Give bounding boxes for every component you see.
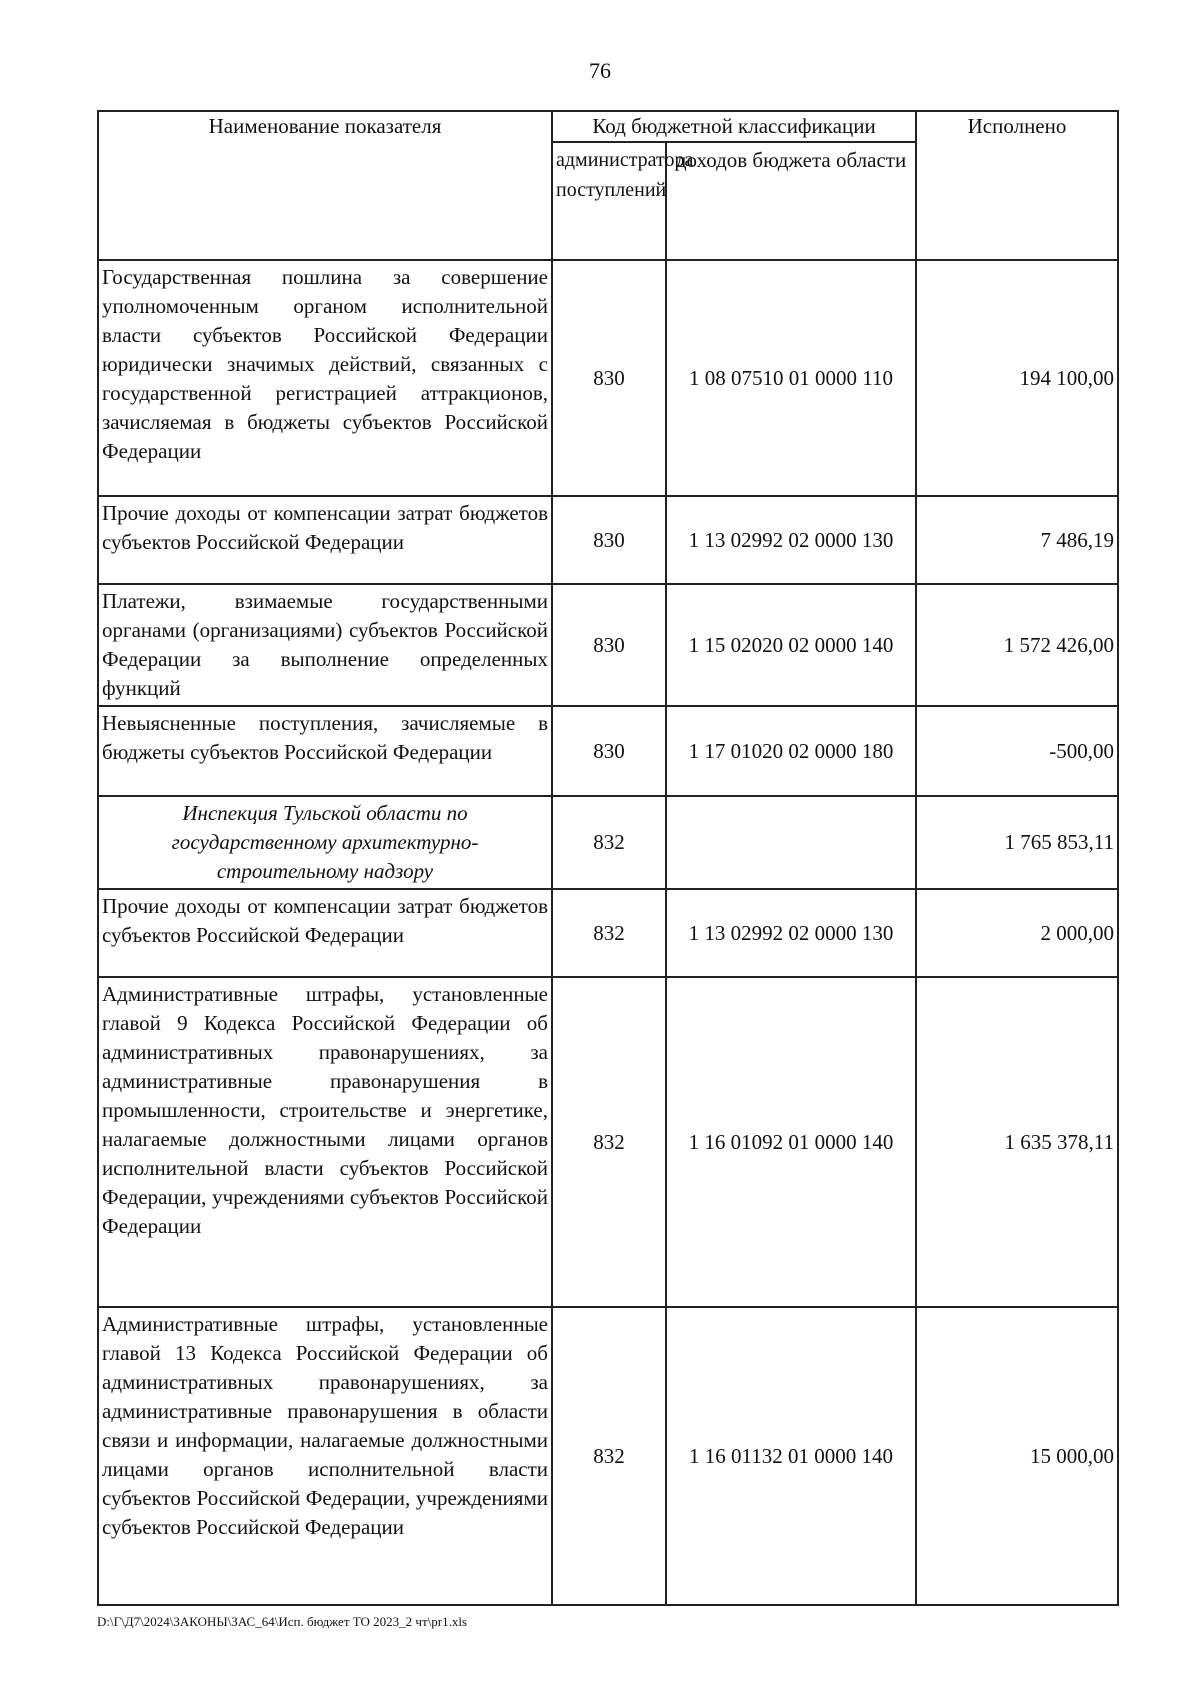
table-row bbox=[98, 889, 1118, 977]
header-income: доходов бюджета области bbox=[666, 142, 916, 260]
table-row-organization bbox=[98, 796, 1118, 889]
page-number: 76 bbox=[589, 58, 611, 83]
row-income-code: 1 16 01092 01 0000 140 bbox=[666, 977, 916, 1307]
row-income-code: 1 17 01020 02 0000 180 bbox=[666, 706, 916, 796]
row-sum: 15 000,00 bbox=[916, 1307, 1118, 1605]
row-admin-code: 832 bbox=[552, 977, 666, 1307]
row-name: Государственная пошлина за совершение уполномоченным органом исполнительной власти субъектов Российской Федерации юридически значимых действий, связанных с государственной регистрацией аттракционов, зачисляемая в бюджеты субъектов Российской Федерации bbox=[98, 260, 552, 496]
row-sum: 1 765 853,11 bbox=[916, 796, 1118, 889]
row-income-code bbox=[666, 796, 916, 889]
row-sum: 1 572 426,00 bbox=[916, 584, 1118, 706]
header-name: Наименование показателя bbox=[98, 111, 552, 260]
row-admin-code: 832 bbox=[552, 796, 666, 889]
row-name: Платежи, взимаемые государственными органами (организациями) субъектов Российской Федерации за выполнение определенных функций bbox=[98, 584, 552, 706]
table-header-row bbox=[98, 111, 1118, 142]
row-income-code: 1 13 02992 02 0000 130 bbox=[666, 496, 916, 584]
row-sum: 7 486,19 bbox=[916, 496, 1118, 584]
table-row bbox=[98, 496, 1118, 584]
row-sum: 2 000,00 bbox=[916, 889, 1118, 977]
row-name: Административные штрафы, установленные главой 9 Кодекса Российской Федерации об административных правонарушениях, за административные правонарушения в промышленности, строительстве и энергетике, налагаемые должностными лицами органов исполнительной власти субъектов Российской Федерации, учреждениями субъектов Российской Федерации bbox=[98, 977, 552, 1307]
table-row bbox=[98, 584, 1118, 706]
row-name: Административные штрафы, установленные главой 13 Кодекса Российской Федерации об административных правонарушениях, за административные правонарушения в области связи и информации, налагаемые должностными лицами органов исполнительной власти субъектов Российской Федерации, учреждениями субъектов Российской Федерации bbox=[98, 1307, 552, 1605]
row-admin-code: 830 bbox=[552, 706, 666, 796]
table-row bbox=[98, 706, 1118, 796]
row-sum: 1 635 378,11 bbox=[916, 977, 1118, 1307]
header-admin: администратора поступлений bbox=[552, 142, 666, 260]
row-admin-code: 830 bbox=[552, 260, 666, 496]
row-sum: 194 100,00 bbox=[916, 260, 1118, 496]
table-row bbox=[98, 260, 1118, 496]
header-code-group: Код бюджетной классификации bbox=[552, 111, 916, 142]
header-executed: Исполнено bbox=[916, 111, 1118, 260]
row-name: Невыясненные поступления, зачисляемые в бюджеты субъектов Российской Федерации bbox=[98, 706, 552, 796]
row-name: Прочие доходы от компенсации затрат бюджетов субъектов Российской Федерации bbox=[98, 889, 552, 977]
row-name: Прочие доходы от компенсации затрат бюджетов субъектов Российской Федерации bbox=[98, 496, 552, 584]
table-row bbox=[98, 1307, 1118, 1605]
footer-file-path: D:\Г\Д7\2024\ЗАКОНЫ\ЗАС_64\Исп. бюджет ТО 2023_2 чт\pr1.xls bbox=[97, 1614, 467, 1629]
row-income-code: 1 16 01132 01 0000 140 bbox=[666, 1307, 916, 1605]
table-row bbox=[98, 977, 1118, 1307]
row-income-code: 1 15 02020 02 0000 140 bbox=[666, 584, 916, 706]
row-admin-code: 830 bbox=[552, 496, 666, 584]
row-admin-code: 832 bbox=[552, 889, 666, 977]
row-admin-code: 830 bbox=[552, 584, 666, 706]
row-sum: -500,00 bbox=[916, 706, 1118, 796]
row-income-code: 1 13 02992 02 0000 130 bbox=[666, 889, 916, 977]
budget-table bbox=[97, 110, 1119, 1606]
row-income-code: 1 08 07510 01 0000 110 bbox=[666, 260, 916, 496]
row-admin-code: 832 bbox=[552, 1307, 666, 1605]
organization-name: Инспекция Тульской области по государственному архитектурно-строительному надзору bbox=[98, 796, 552, 889]
